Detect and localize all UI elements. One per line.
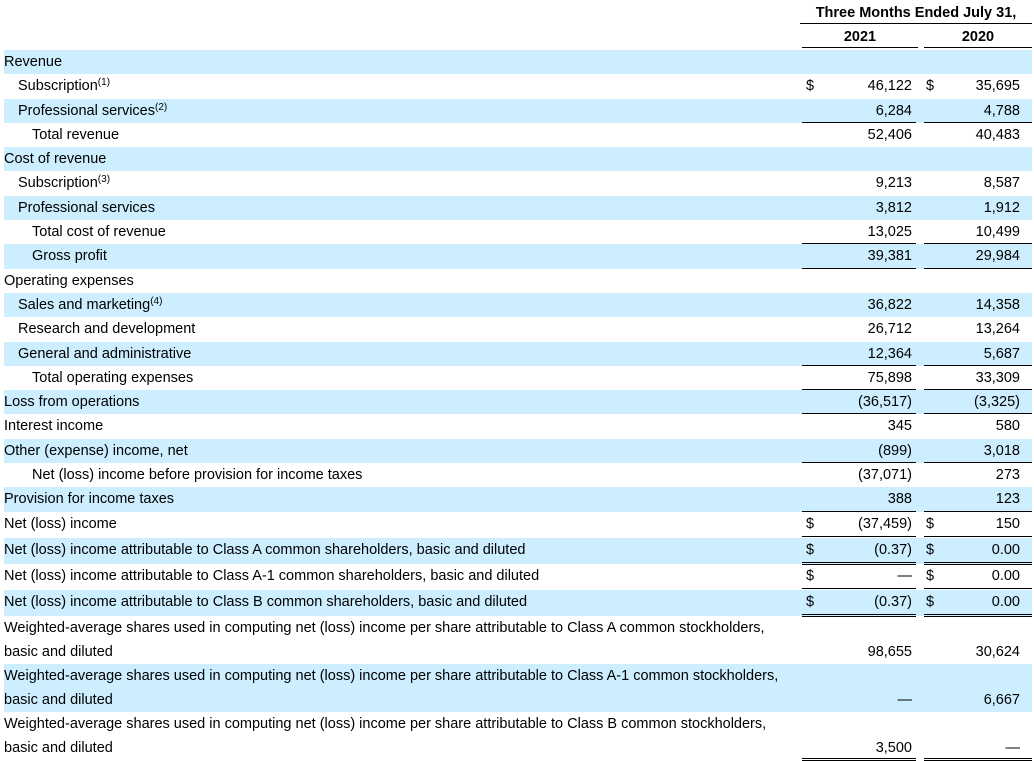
row-label-text: Operating expenses (4, 272, 134, 289)
row-label-text: Loss from operations (4, 394, 140, 411)
currency-2020: $ (926, 567, 935, 584)
value-2021: 388 (887, 491, 912, 508)
row-label (4, 712, 794, 760)
currency-2021: $ (806, 78, 815, 95)
table-row (4, 342, 1032, 366)
table-row (4, 123, 1032, 147)
total-double-rule (802, 758, 916, 761)
value-2021: — (897, 691, 912, 708)
table-row (4, 463, 1032, 487)
value-2020: 35,695 (975, 78, 1020, 95)
row-label (4, 414, 103, 438)
row-label (32, 463, 362, 487)
value-2020: 123 (995, 491, 1020, 508)
row-label (4, 390, 139, 414)
table-row (4, 99, 1032, 123)
table-row (4, 196, 1032, 220)
table-row (4, 414, 1032, 438)
value-2020: 40,483 (975, 126, 1020, 143)
period-header: Three Months Ended July 31, (800, 2, 1032, 24)
value-2021: (37,071) (857, 467, 912, 484)
table-row (4, 538, 1032, 564)
row-label-text: Provision for income taxes (4, 491, 175, 508)
value-2021: 46,122 (867, 78, 912, 95)
value-2020: 3,018 (983, 442, 1020, 459)
currency-2021: $ (806, 515, 815, 532)
row-label (4, 538, 525, 562)
row-label (18, 293, 162, 317)
value-2020: 273 (995, 467, 1020, 484)
value-2021: — (897, 567, 912, 584)
value-2020: 14,358 (975, 296, 1020, 313)
value-2020: 0.00 (991, 593, 1020, 610)
row-label (18, 74, 110, 98)
row-label (18, 171, 110, 195)
row-label-text: Weighted-average shares used in computing net (loss) income per share attributable to Class A common stockholders, basic and diluted (4, 619, 765, 660)
row-label-text: Net (loss) income (4, 515, 117, 532)
row-label (4, 147, 106, 171)
row-label (32, 220, 166, 244)
row-label-text: Interest income (4, 418, 104, 435)
value-2020: (3,325) (974, 394, 1020, 411)
currency-2020: $ (926, 593, 935, 610)
row-label (32, 123, 119, 147)
table-row (4, 147, 1032, 171)
currency-2020: $ (926, 515, 935, 532)
row-label (4, 564, 539, 588)
income-statement-table (4, 50, 1032, 760)
row-label-text: Total cost of revenue (32, 224, 166, 241)
value-2021: 6,284 (875, 102, 912, 119)
value-2020: 150 (995, 515, 1020, 532)
value-2021: 26,712 (867, 321, 912, 338)
currency-2021: $ (806, 567, 815, 584)
row-label (4, 487, 174, 511)
footnote-marker: (3) (97, 174, 111, 186)
row-label-text: Research and development (18, 321, 196, 338)
value-2021: (36,517) (857, 394, 912, 411)
table-row (4, 439, 1032, 463)
table-row (4, 293, 1032, 317)
table-row (4, 487, 1032, 511)
row-label-text: Net (loss) income attributable to Class B common shareholders, basic and diluted (4, 593, 528, 610)
row-label-text: Weighted-average shares used in computing net (loss) income per share attributable to Class B common stockholders, basic and diluted (4, 715, 767, 756)
table-row (4, 664, 1032, 712)
value-2021: 345 (887, 418, 912, 435)
table-row (4, 74, 1032, 98)
table-row (4, 390, 1032, 414)
table-row (4, 564, 1032, 590)
value-2020: 4,788 (983, 102, 1020, 119)
table-row (4, 590, 1032, 616)
row-label-text: Other (expense) income, net (4, 442, 188, 459)
year-2021-header: 2021 (802, 28, 918, 48)
value-2021: 36,822 (867, 296, 912, 313)
value-2020: 6,667 (983, 691, 1020, 708)
row-label (32, 244, 107, 268)
value-2021: (37,459) (857, 515, 912, 532)
value-2020: 8,587 (983, 175, 1020, 192)
row-label (32, 366, 193, 390)
value-2021: 39,381 (867, 248, 912, 265)
currency-2020: $ (926, 541, 935, 558)
footnote-marker: (2) (155, 101, 168, 113)
value-2020: 13,264 (975, 321, 1020, 338)
value-2020: 1,912 (983, 199, 1020, 216)
row-label-text: Sales and marketing (18, 296, 151, 313)
row-label-text: Total operating expenses (32, 369, 194, 386)
table-row (4, 220, 1032, 244)
currency-2021: $ (806, 593, 815, 610)
row-label (18, 317, 195, 341)
row-label-text: Cost of revenue (4, 151, 107, 168)
row-label-text: Subscription (18, 78, 98, 95)
value-2020: 33,309 (975, 369, 1020, 386)
value-2021: 12,364 (867, 345, 912, 362)
value-2021: 52,406 (867, 126, 912, 143)
row-label-text: Subscription (18, 175, 98, 192)
row-label-text: General and administrative (18, 345, 192, 362)
value-2021: 3,500 (875, 739, 912, 756)
row-label (4, 50, 62, 74)
table-row (4, 512, 1032, 538)
value-2020: 580 (995, 418, 1020, 435)
row-label-text: Total revenue (32, 126, 120, 143)
table-row (4, 269, 1032, 293)
value-2021: 9,213 (875, 175, 912, 192)
total-double-rule (924, 758, 1032, 761)
row-label-text: Gross profit (32, 248, 107, 265)
year-2020-header: 2020 (924, 28, 1032, 48)
row-label-text: Revenue (4, 54, 63, 70)
row-label (18, 342, 191, 366)
row-label-text: Professional services (18, 199, 155, 216)
value-2021: (0.37) (874, 593, 912, 610)
value-2021: 13,025 (867, 224, 912, 241)
table-row (4, 244, 1032, 268)
row-label-text: Professional services (18, 102, 155, 119)
row-label (4, 664, 794, 712)
value-2021: 75,898 (867, 369, 912, 386)
table-row (4, 366, 1032, 390)
footnote-marker: (1) (97, 77, 111, 89)
value-2020: 30,624 (975, 643, 1020, 660)
row-label (4, 439, 188, 463)
row-label (4, 590, 527, 614)
table-row (4, 50, 1032, 74)
value-2020: 0.00 (991, 541, 1020, 558)
row-label (4, 616, 794, 664)
row-label-text: Weighted-average shares used in computing net (loss) income per share attributable to Class A-1 common stockholders, basic and diluted (4, 667, 779, 708)
row-label-text: Net (loss) income before provision for income taxes (32, 467, 363, 484)
footnote-marker: (4) (150, 295, 163, 307)
value-2020: 29,984 (975, 248, 1020, 265)
row-label (18, 196, 155, 220)
row-label-text: Net (loss) income attributable to Class A common shareholders, basic and diluted (4, 541, 526, 558)
value-2020: 10,499 (975, 224, 1020, 241)
value-2021: 3,812 (875, 199, 912, 216)
value-2021: (899) (878, 442, 912, 459)
value-2020: 0.00 (991, 567, 1020, 584)
row-label-text: Net (loss) income attributable to Class A-1 common shareholders, basic and diluted (4, 567, 540, 584)
value-2020: — (1005, 739, 1020, 756)
value-2020: 5,687 (983, 345, 1020, 362)
currency-2021: $ (806, 541, 815, 558)
row-label (4, 512, 117, 536)
value-2021: 98,655 (867, 643, 912, 660)
table-row (4, 317, 1032, 341)
table-row (4, 712, 1032, 760)
table-row (4, 616, 1032, 664)
table-row (4, 171, 1032, 195)
row-label (4, 269, 134, 293)
row-label (18, 99, 167, 123)
currency-2020: $ (926, 78, 935, 95)
value-2021: (0.37) (874, 541, 912, 558)
